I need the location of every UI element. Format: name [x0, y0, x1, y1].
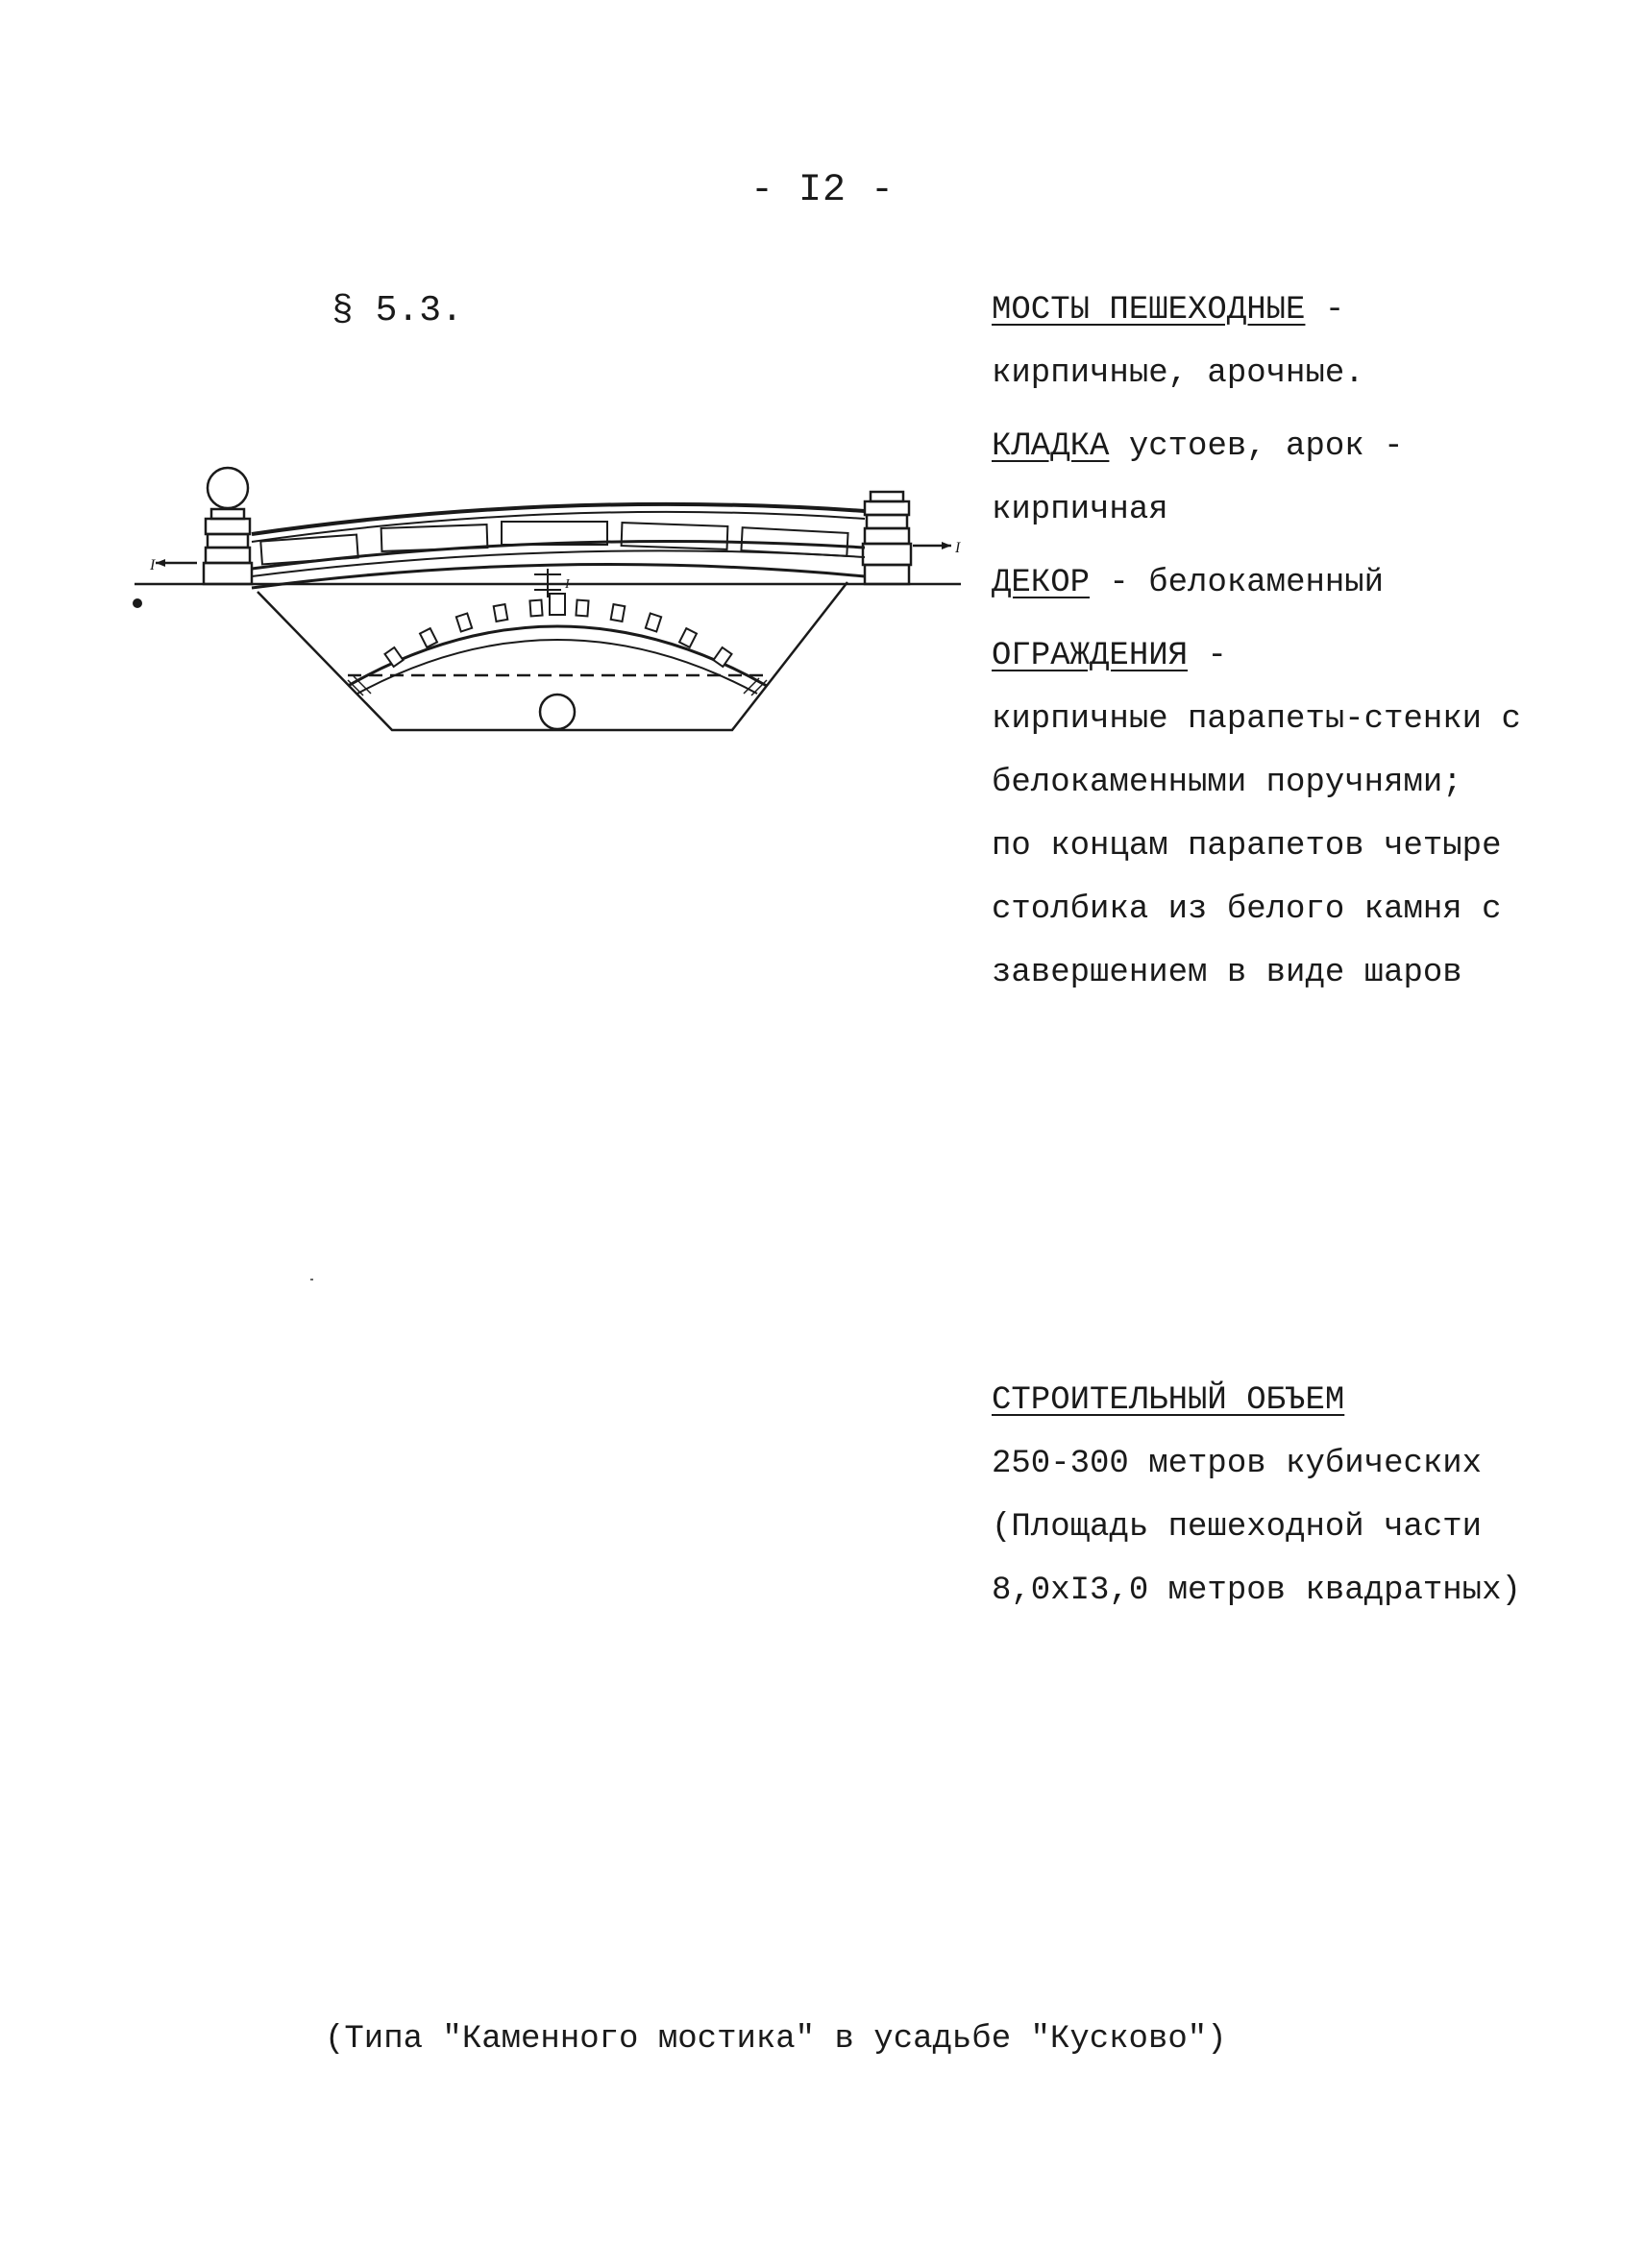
volume-line: (Площадь пешеходной части [992, 1509, 1483, 1546]
bridges-heading: МОСТЫ ПЕШЕХОДНЫЕ [992, 292, 1306, 329]
left-ball [208, 468, 248, 508]
bridges-dash: - [1305, 292, 1345, 329]
stray-mark [310, 1279, 313, 1280]
voussoirs [384, 594, 731, 667]
section-number: § 5.3. [331, 290, 463, 331]
drain-opening [540, 695, 575, 729]
bridges-text: кирпичные, арочные. [992, 355, 1364, 392]
volume-line: 250-300 метров кубических [992, 1446, 1483, 1482]
fence-heading-line [992, 624, 1616, 688]
decor-text: - белокаменный [1090, 565, 1385, 601]
construction-volume [992, 1369, 1616, 1622]
dimension-mark: I [565, 577, 570, 592]
volume-heading: СТРОИТЕЛЬНЫЙ ОБЪЕМ [992, 1382, 1345, 1419]
volume-line: 8,0хI3,0 метров квадратных) [992, 1573, 1521, 1609]
masonry-text: устоев, арок - [1109, 428, 1404, 465]
bridges-heading-line [992, 279, 1616, 342]
fence-line: по концам парапетов четыре [992, 828, 1502, 865]
fence-heading: ОГРАЖДЕНИЯ [992, 638, 1189, 674]
fence-line: кирпичные парапеты-стенки с [992, 701, 1521, 738]
caption: (Типа "Каменного мостика" в усадьбе "Кусково") [325, 2021, 1227, 2058]
fence-line: белокаменными поручнями; [992, 765, 1462, 801]
page-number: - I2 - [749, 169, 896, 212]
fence-dash: - [1188, 638, 1227, 674]
section-mark-left: I [150, 557, 156, 573]
decor-heading: ДЕКОР [992, 565, 1091, 601]
left-post [204, 468, 252, 584]
decor-line [992, 551, 1616, 615]
masonry-heading: КЛАДКА [992, 428, 1110, 465]
hatching [348, 676, 767, 695]
arch-intrados [348, 626, 767, 686]
section-mark-right: I [955, 540, 961, 556]
bridge-description [992, 279, 1616, 1005]
bridge-elevation-drawing [125, 451, 970, 759]
masonry-text2: кирпичная [992, 492, 1168, 528]
arch-extrados [357, 640, 757, 694]
fence-line: завершением в виде шаров [992, 955, 1462, 991]
fence-line: столбика из белого камня с [992, 891, 1502, 928]
masonry-line [992, 415, 1616, 478]
right-post [863, 492, 911, 584]
